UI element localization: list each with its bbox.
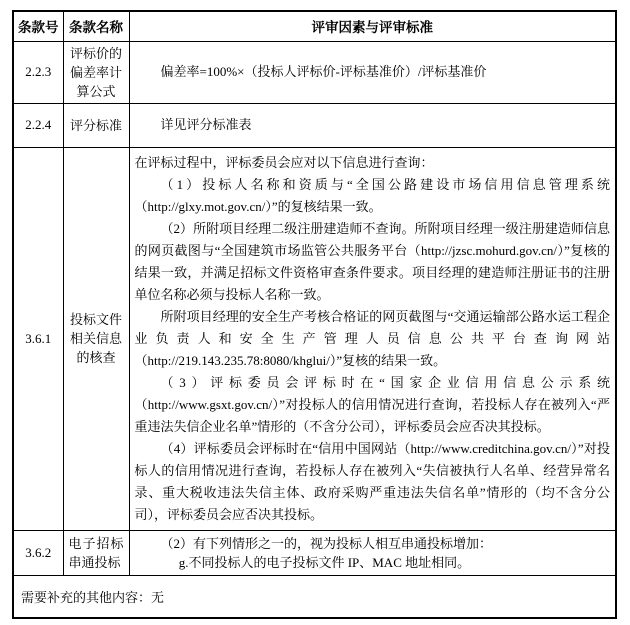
evaluation-criteria-table: [12, 10, 617, 619]
criteria-cell: [129, 147, 616, 530]
criteria-paragraph: （2）所附项目经理二级注册建造师不查询。所附项目经理一级注册建造师信息的网页截图与“全国建筑市场监管公共服务平台（http://jzsc.mohurd.gov.cn/）”复核的结果一致，并满足招标文件资格审查条件要求。项目经理的建造师注册证书的注册单位名称必须与投标人名称一致。: [134, 220, 610, 302]
clause-no-cell: 3.6.2: [13, 530, 63, 575]
column-header-clause-no: 条款号: [13, 11, 63, 41]
footer-note: 需要补充的其他内容：无: [13, 575, 616, 618]
column-header-clause-name: 条款名称: [63, 11, 129, 41]
criteria-paragraph: 偏差率=100%×（投标人评标价-评标基准价）/评标基准价: [160, 64, 487, 79]
table-row-3-6-1: [13, 147, 616, 530]
table-row-2-2-4: [13, 103, 616, 147]
criteria-paragraph: g.不同投标人的电子投标文件 IP、MAC 地址相同。: [178, 554, 471, 570]
table-footer-row: [13, 575, 616, 618]
criteria-paragraph: （4）评标委员会评标时在“信用中国网站（http://www.creditchina.gov.cn/）”对投标人的信用情况进行查询，若投标人存在被列入“失信被执行人名单、经营异常名录、重大税收违法失信主体、政府采购严重违法失信名单”情形的（均不含分公司），评标委员会应否决其投标。: [134, 440, 610, 522]
table-row-3-6-2: [13, 530, 616, 575]
clause-no-cell: 3.6.1: [13, 147, 63, 530]
table-header-row: [13, 11, 616, 41]
criteria-cell: [129, 103, 616, 147]
column-header-criteria: 评审因素与评审标准: [129, 11, 616, 41]
clause-name-cell: 评标价的偏差率计算公式: [63, 41, 129, 103]
criteria-cell: [129, 530, 616, 575]
criteria-paragraph: 详见评分标准表: [160, 117, 252, 132]
criteria-paragraph: （1）投标人名称和资质与“全国公路建设市场信用信息管理系统（http://glxy.mot.gov.cn/）”的复核结果一致。: [134, 176, 610, 214]
table-row-2-2-3: [13, 41, 616, 103]
clause-name-cell: 评分标准: [63, 103, 129, 147]
criteria-paragraph: （3）评标委员会评标时在“国家企业信用信息公示系统（http://www.gsxt.gov.cn/）”对投标人的信用情况进行查询，若投标人存在被列入“严重违法失信企业名单”情形的（不含分公司），评标委员会应否决其投标。: [134, 374, 610, 434]
criteria-paragraph: 在评标过程中，评标委员会应对以下信息进行查询：: [134, 154, 434, 170]
criteria-paragraph: （2）有下列情形之一的，视为投标人相互串通投标增加：: [160, 535, 493, 551]
clause-name-cell: 电子招标串通投标: [63, 530, 129, 575]
clause-no-cell: 2.2.4: [13, 103, 63, 147]
criteria-paragraph: 所附项目经理的安全生产考核合格证的网页截图与“交通运输部公路水运工程企业负责人和安全生产管理人员信息公共平台查询网站（http://219.143.235.78:8080/khglui/）”复核的结果一致。: [134, 308, 610, 368]
clause-name-cell: 投标文件相关信息的核查: [63, 147, 129, 530]
clause-no-cell: 2.2.3: [13, 41, 63, 103]
criteria-cell: [129, 41, 616, 103]
